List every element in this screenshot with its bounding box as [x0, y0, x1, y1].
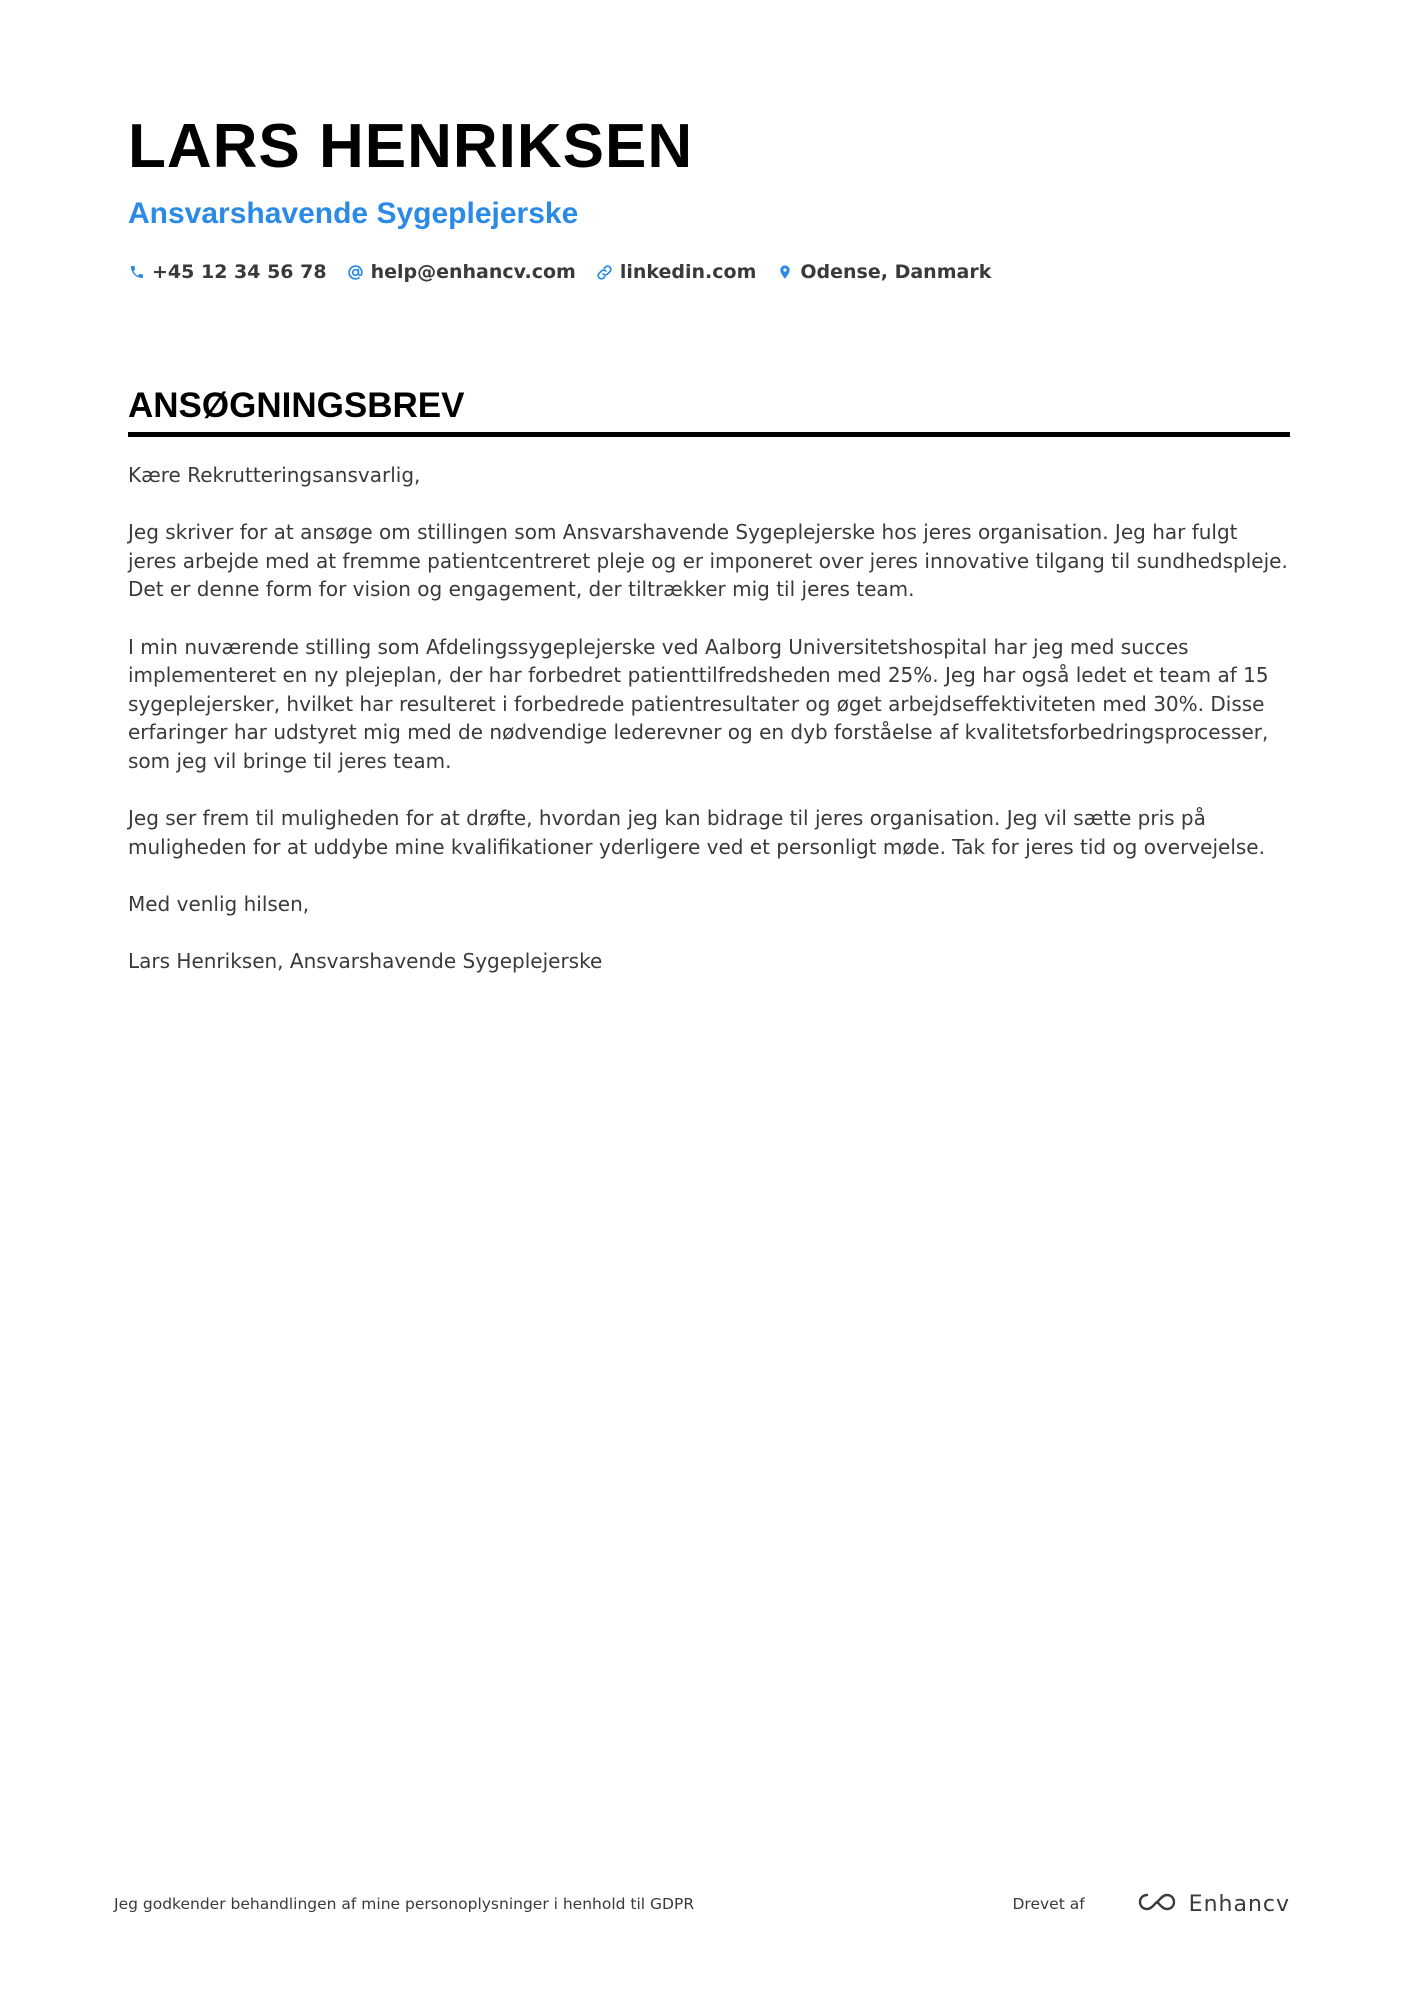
phone-number: +45 12 34 56 78 — [152, 261, 327, 283]
gdpr-consent-text: Jeg godkender behandlingen af mine personoplysninger i henhold til GDPR — [114, 1895, 695, 1913]
contact-bar — [128, 256, 1290, 288]
letter-paragraph-2: I min nuværende stilling som Afdelingssygeplejerske ved Aalborg Universitetshospital har jeg med succes implementeret en ny plejeplan, der har forbedret patienttilfredsheden med 25%. Jeg har også ledet et team af 15 sygeplejersker, hvilket har resulteret i forbedrede patientresultater og øget arbejdseffektiviteten med 30%. Disse erfaringer har udstyret mig med de nødvendige lederevner og en dyb forståelse af kvalitetsforbedringsprocesser, som jeg vil bringe til jeres team. — [128, 634, 1269, 773]
letter-greeting: Kære Rekrutteringsansvarlig, — [128, 463, 421, 487]
phone-icon — [128, 263, 146, 281]
candidate-name: LARS HENRIKSEN — [128, 112, 694, 181]
enhancv-logo[interactable] — [1133, 1890, 1290, 1918]
location-text: Odense, Danmark — [800, 261, 992, 283]
contact-phone — [128, 261, 327, 283]
at-icon — [347, 263, 365, 281]
contact-email[interactable] — [347, 261, 576, 283]
link-icon — [596, 263, 614, 281]
linkedin-link[interactable]: linkedin.com — [619, 261, 757, 283]
page-footer — [114, 1890, 1290, 1918]
letter-signature: Lars Henriksen, Ansvarshavende Sygeplejerske — [128, 949, 603, 974]
cover-letter-page — [128, 108, 1290, 1004]
letter-paragraph-1: Jeg skriver for at ansøge om stillingen som Ansvarshavende Sygeplejerske hos jeres organisation. Jeg har fulgt jeres arbejde med at fremme patientcentreret pleje og er imponeret over jeres innovative tilgang til sundhedspleje. Det er denne form for vision og engagement, der tiltrækker mig til jeres team. — [128, 520, 1288, 602]
section-title: ANSØGNINGSBREV — [128, 384, 1290, 437]
brand-name: Enhancv — [1188, 1891, 1290, 1917]
contact-location — [776, 261, 991, 283]
powered-by-label: Drevet af — [1012, 1895, 1085, 1913]
letter-closing: Med venlig hilsen, — [128, 891, 310, 916]
letter-paragraph-3: Jeg ser frem til muligheden for at drøfte, hvordan jeg kan bidrage til jeres organisation. Jeg vil sætte pris på muligheden for at uddybe mine kvalifikationer yderligere ved et personligt møde. Tak for jeres tid og overvejelse. — [128, 806, 1265, 859]
infinity-logo-icon — [1133, 1890, 1181, 1918]
footer-branding — [1013, 1890, 1291, 1918]
job-title: Ansvarshavende Sygeplejerske — [128, 197, 579, 230]
email-link[interactable]: help@enhancv.com — [370, 261, 576, 283]
letter-body — [128, 461, 1290, 976]
contact-linkedin[interactable] — [596, 261, 757, 283]
location-pin-icon — [776, 263, 794, 281]
